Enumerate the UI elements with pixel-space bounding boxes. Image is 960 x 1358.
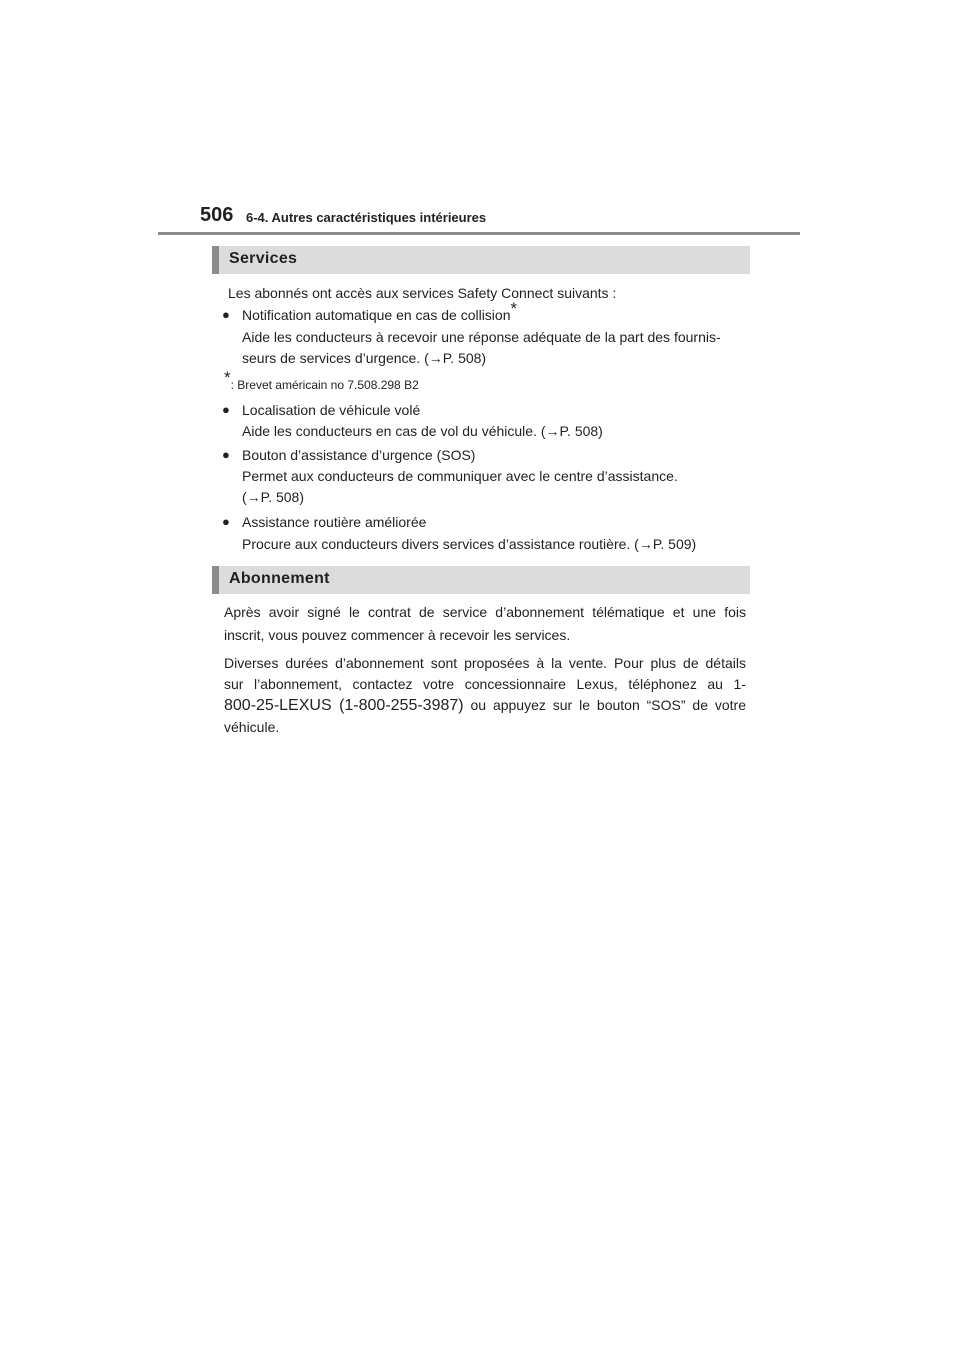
section-title: Services [229, 250, 298, 267]
service-item-text: Aide les conducteurs à recevoir une réponse adéquate de la part des fournis- [242, 329, 721, 345]
footnote-marker: * [224, 368, 231, 387]
service-item-title: Assistance routière améliorée [242, 514, 427, 530]
section-heading-services [212, 246, 750, 274]
paragraph-line: sur l’abonnement, contactez votre concessionnaire Lexus, téléphonez au 1- [224, 676, 746, 692]
service-item-text: Procure aux conducteurs divers services d’assistance routière. (→P. 509) [242, 536, 697, 552]
footnote-marker: * [510, 299, 518, 318]
bullet-icon: ● [222, 514, 230, 529]
paragraph-line: Après avoir signé le contrat de service d’abonnement télématique et une fois [224, 604, 746, 620]
section-heading-abonnement [212, 566, 750, 594]
phone-number: 800-25-LEXUS (1-800-255-3987) [224, 697, 464, 714]
service-item-text: Aide les conducteurs en cas de vol du véhicule. (→P. 508) [242, 423, 603, 439]
page-number: 506 [200, 204, 234, 226]
header-rule [158, 232, 800, 235]
service-item-title: Notification automatique en cas de collision* [242, 299, 518, 323]
service-item-text: (→P. 508) [242, 489, 304, 505]
service-item-title: Bouton d’assistance d’urgence (SOS) [242, 447, 476, 463]
bullet-icon: ● [222, 307, 230, 322]
services-intro: Les abonnés ont accès aux services Safety Connect suivants : [228, 285, 617, 301]
paragraph-line: Diverses durées d’abonnement sont proposées à la vente. Pour plus de détails [224, 655, 746, 671]
bullet-icon: ● [222, 447, 230, 462]
paragraph-line: inscrit, vous pouvez commencer à recevoir les services. [224, 627, 571, 643]
bullet-icon: ● [222, 402, 230, 417]
paragraph-line: 800-25-LEXUS (1-800-255-3987) ou appuyez sur le bouton “SOS” de votre [224, 697, 746, 714]
footnote: *: Brevet américain no 7.508.298 B2 [224, 368, 419, 392]
service-item-text: seurs de services d’urgence. (→P. 508) [242, 350, 487, 366]
section-path: 6-4. Autres caractéristiques intérieures [246, 210, 487, 225]
paragraph-line: véhicule. [224, 719, 280, 735]
section-title: Abonnement [229, 570, 330, 587]
service-item-title: Localisation de véhicule volé [242, 402, 421, 418]
service-item-text: Permet aux conducteurs de communiquer avec le centre d’assistance. [242, 468, 678, 484]
